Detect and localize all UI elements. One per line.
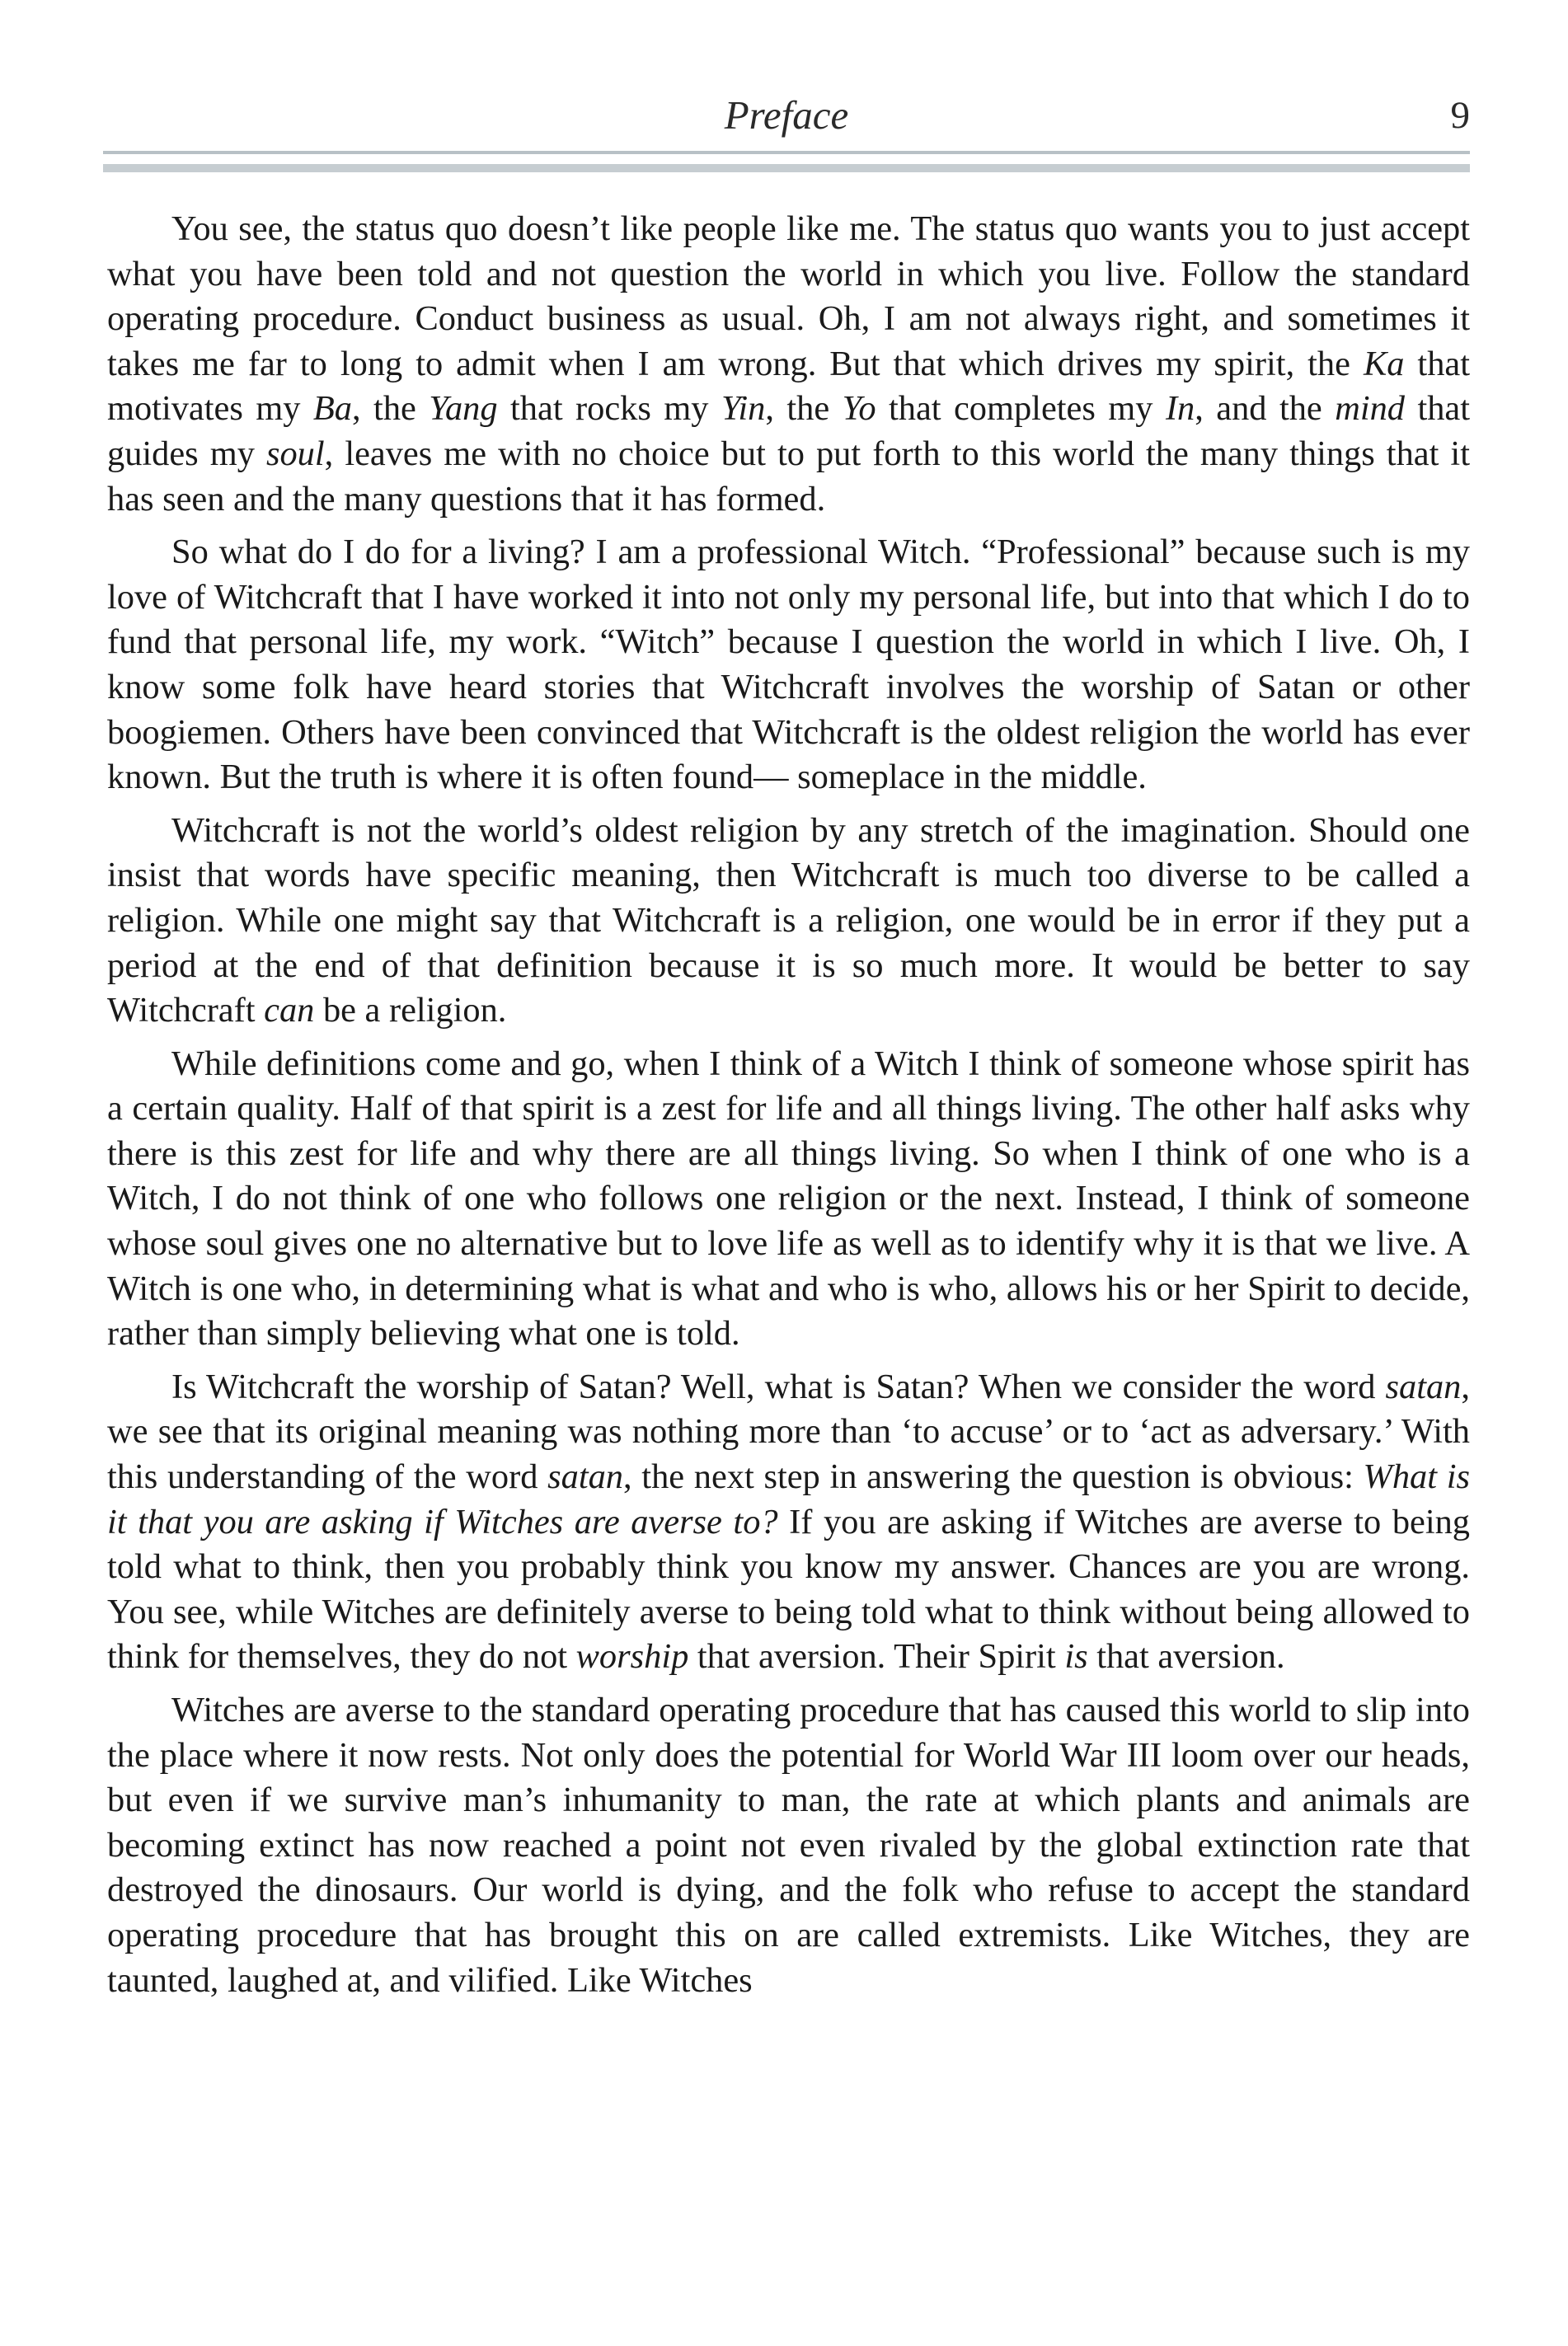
text-run: Is Witchcraft the worship of Satan? Well, what is Satan? When we consider the word [171,1367,1386,1406]
text-run: that aversion. Their Spirit [688,1637,1065,1677]
italic-term: In [1165,389,1195,429]
text-run: You see, the status quo doesn’t like people like me. The status quo wants you to just accept what you have been told and not question the world in which you live. Follow the standard operating procedure. Conduct business as usual. Oh, I am not always right, and sometimes it takes me far to long to admit when I am wrong. But that which drives my spirit, the [107,209,1470,383]
text-run: that aversion. [1087,1637,1285,1677]
running-header [103,89,1470,147]
italic-term: Ka [1363,344,1405,383]
text-run: While definitions come and go, when I think of a Witch I think of someone whose spirit has a certain quality. Half of that spirit is a zest for life and all things living. The other half asks why there is this zest for life and why there are all things living. So when I think of one who is a Witch, I do not think of one who follows one religion or the next. Instead, I think of someone whose soul gives one no alternative but to love life as well as to identify why it is that we live. A Witch is one who, in determining what is what and who is who, allows his or her Spirit to decide, rather than simply believing what one is told. [107,1044,1470,1354]
text-run: that guides my [107,389,1471,473]
italic-term: Yang [429,389,498,429]
italic-term: soul [265,434,325,473]
text-run: that motivates my [107,344,1470,429]
paragraph [107,1365,1470,1680]
italic-term: Ba [312,389,352,429]
paragraph [107,809,1470,1034]
text-run: Witchcraft is not the world’s oldest religion by any stretch of the imagination. Should one insist that words have specific meaning, then Witchcraft is much too diverse to be called a religion. While one might say that Witchcraft is a religion, one would be in error if they put a period at the end of that definition because it is so much more. It would be better to say Witchcraft [107,810,1470,1030]
text-run: So what do I do for a living? I am a professional Witch. “Professional” because such is my love of Witchcraft that I have worked it into not only my personal life, but into that which I do to fund that personal life, my work. “Witch” because I question the world in which I live. Oh, I know some folk have heard stories that Witchcraft involves the worship of Satan or other boogiemen. Others have been convinced that Witchcraft is the oldest religion the world has ever known. But the truth is where it is often found— someplace in the middle. [107,533,1470,797]
paragraph [107,1688,1470,2003]
header-rule-thin [103,151,1470,154]
italic-term: is [1064,1637,1088,1677]
header-rule-thick [103,164,1470,172]
text-run: , and the [1195,389,1336,429]
text-run: that rocks my [497,389,721,429]
body-text [107,207,1470,2003]
italic-term: Yo [842,389,876,429]
text-run: , we see that its original meaning was nothing more than ‘to accuse’ or to ‘act as adversary.’ With this understanding of the word [107,1367,1470,1497]
text-run: that completes my [876,389,1166,429]
text-run: Witches are averse to the standard operating procedure that has caused this world to slip into the place where it now rests. Not only does the potential for World War III loom over our heads, but even if we survive man’s inhumanity to man, the rate at which plants and animals are becoming extinct has now reached a point not even rivaled by the global extinction rate that destroyed the dinosaurs. Our world is dying, and the folk who refuse to accept the standard operating procedure that has brought this on are called extremists. Like Witches, they are taunted, laughed at, and vilified. Like Witches [107,1691,1470,2000]
page-number: 9 [1450,94,1470,137]
italic-question: What is it that you are asking if Witches are averse to? [107,1457,1470,1541]
text-run: , the [765,389,843,429]
italic-term: mind [1335,389,1405,429]
italic-term: Yin [721,389,766,429]
paragraph [107,1042,1470,1357]
text-run: be a religion. [314,991,507,1030]
paragraph [107,207,1470,522]
italic-term: satan [547,1457,623,1497]
text-run: , the next step in answering the question is obvious: [623,1457,1364,1497]
italic-term: can [264,991,315,1030]
text-run: , leaves me with no choice but to put forth to this world the many things that it has seen and the many questions that it has formed. [107,434,1470,518]
text-run: If you are asking if Witches are averse to being told what to think, then you probably think you know my answer. Chances are you are wrong. You see, while Witches are definitely averse to being told what to think without being allowed to think for themselves, they do not [107,1502,1470,1677]
italic-term: worship [575,1637,689,1677]
text-run: , the [352,389,430,429]
paragraph [107,530,1470,800]
italic-term: satan [1385,1367,1462,1406]
running-title: Preface [724,92,849,138]
